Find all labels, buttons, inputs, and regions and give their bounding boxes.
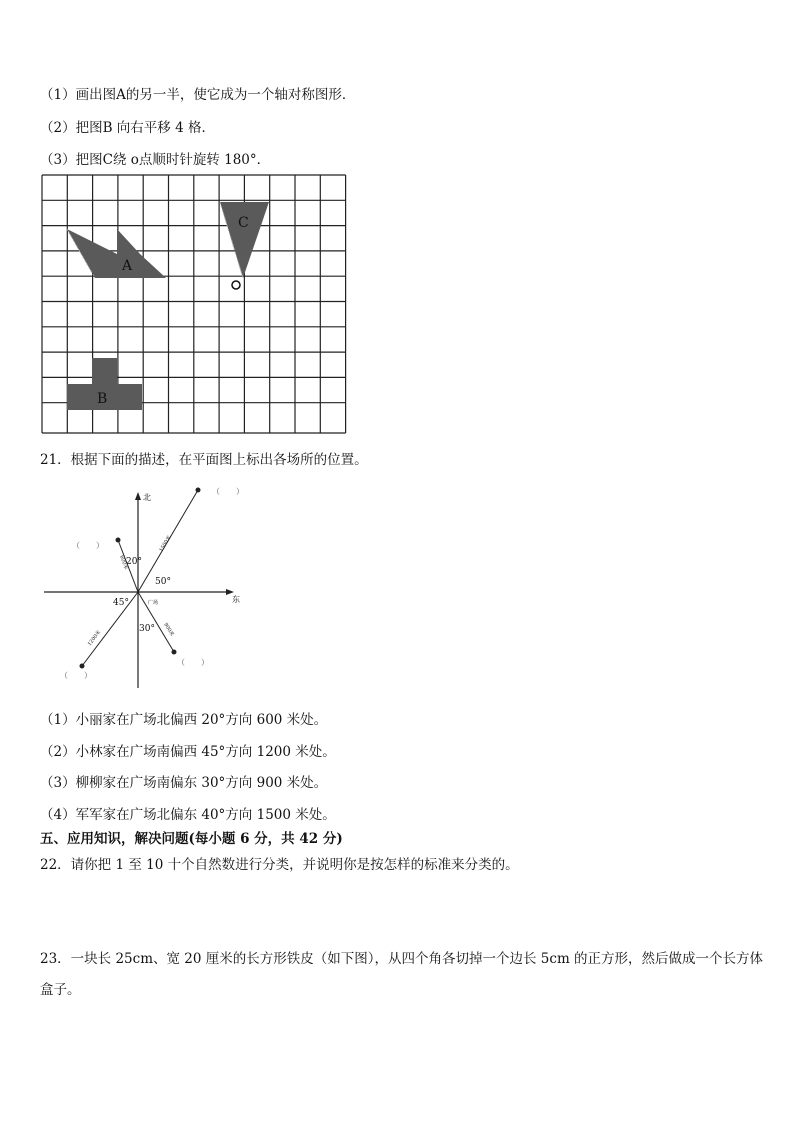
label-b: B xyxy=(97,391,108,407)
blank-southeast: （ ） xyxy=(177,658,209,667)
q20-item-2: （2）把图B 向右平移 4 格． xyxy=(40,120,215,136)
angle-50: 50° xyxy=(155,577,171,587)
q21-stem: 21．根据下面的描述，在平面图上标出各场所的位置。 xyxy=(40,452,368,468)
angle-45: 45° xyxy=(113,598,129,608)
north-label: 北 xyxy=(143,493,151,502)
q21-item-4: （4）军军家在广场北偏东 40°方向 1500 米处。 xyxy=(40,807,336,823)
q21-item-3: （3）柳柳家在广场南偏东 30°方向 900 米处。 xyxy=(40,775,328,791)
angle-20: 20° xyxy=(126,557,142,567)
q23-line-1: 23．一块长 25cm、宽 20 厘米的长方形铁皮（如下图），从四个角各切掉一个边长 5cm 的正方形，然后做成一个长方体 xyxy=(40,951,764,967)
q21-item-1: （1）小丽家在广场北偏西 20°方向 600 米处。 xyxy=(40,712,328,728)
blank-northeast: （ ） xyxy=(212,487,244,496)
direction-diagram xyxy=(40,484,260,690)
dist-1200: 1200米 xyxy=(86,629,103,648)
q22-text: 22．请你把 1 至 10 十个自然数进行分类，并说明你是按怎样的标准来分类的。 xyxy=(40,857,519,873)
rotation-point-o xyxy=(232,281,240,289)
dist-900: 900米 xyxy=(162,621,175,638)
shape-b-top xyxy=(92,358,117,384)
blank-northwest: （ ） xyxy=(72,541,104,550)
dist-600: 600米 xyxy=(118,554,129,571)
angle-30: 30° xyxy=(139,624,155,634)
q20-item-1: （1）画出图A的另一半，使它成为一个轴对称图形． xyxy=(40,87,356,103)
blank-southwest: （ ） xyxy=(60,671,92,680)
label-a: A xyxy=(122,258,133,274)
transformation-grid xyxy=(40,172,356,438)
center-label: 广场 xyxy=(148,600,159,606)
q21-item-2: （2）小林家在广场南偏西 45°方向 1200 米处。 xyxy=(40,744,336,760)
east-label: 东 xyxy=(232,595,240,604)
q23-line-2: 盒子。 xyxy=(40,982,81,998)
shape-c xyxy=(220,202,269,278)
dist-1500: 1500米 xyxy=(158,534,173,553)
label-c: C xyxy=(238,215,249,231)
section-5-heading: 五、应用知识，解决问题(每小题 6 分，共 42 分) xyxy=(40,831,343,847)
q20-item-3: （3）把图C绕 o点顺时针旋转 180°． xyxy=(40,152,271,168)
